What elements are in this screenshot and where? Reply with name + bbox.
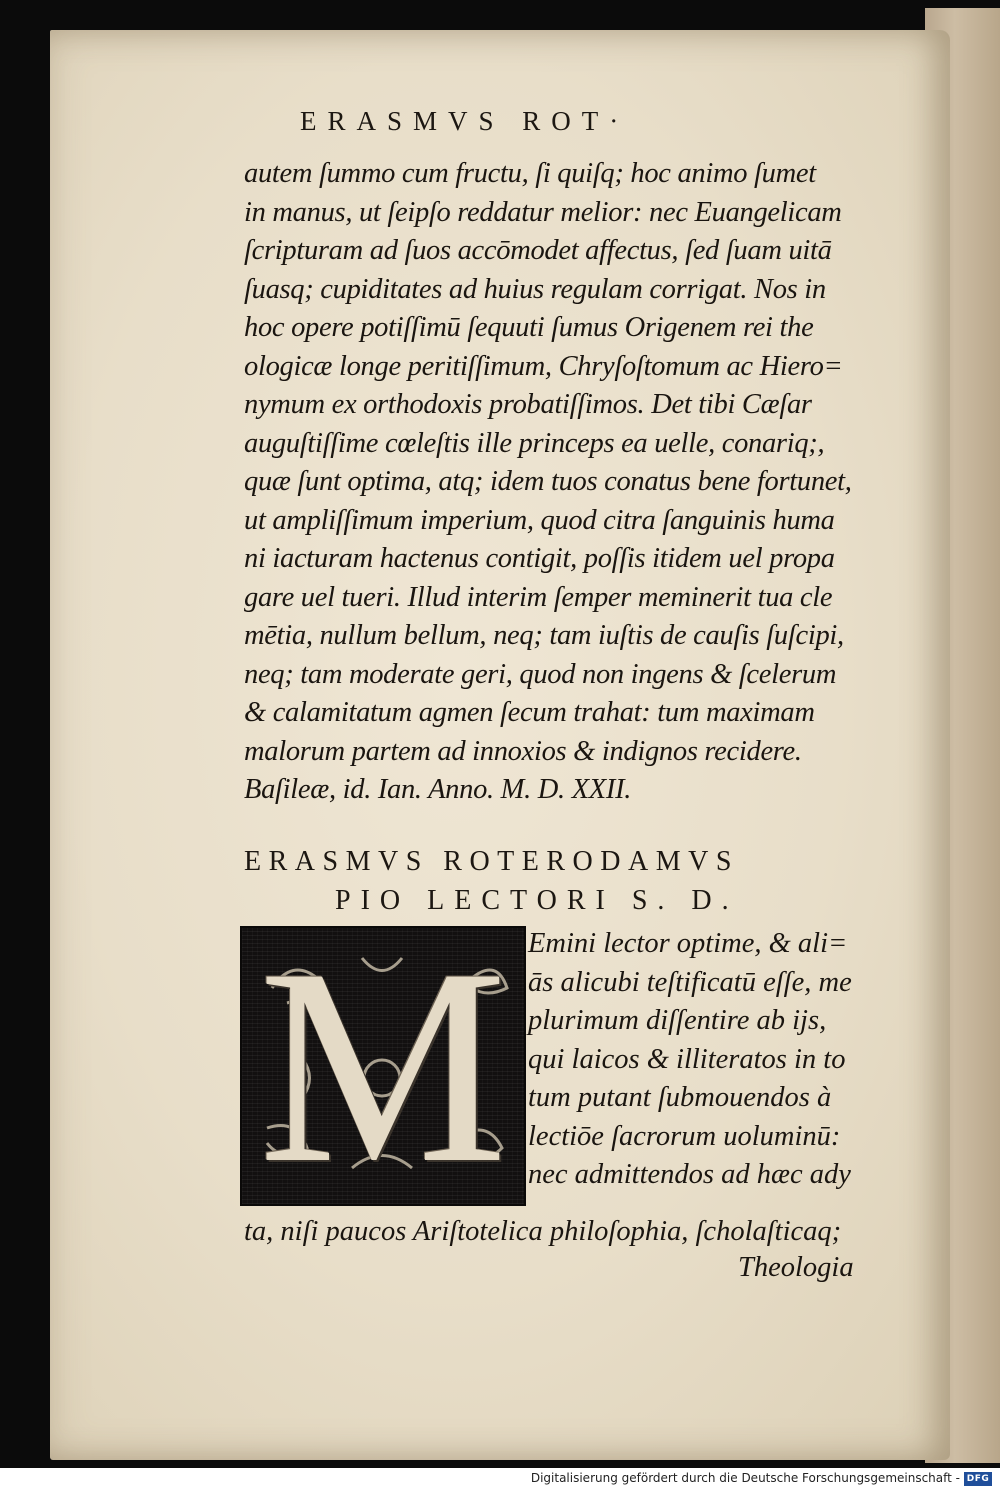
digitization-footer xyxy=(0,1468,1000,1491)
preface-text-beside-initial xyxy=(528,925,873,1195)
text-line: lectiōe ſacrorum uoluminū: xyxy=(528,1120,841,1152)
catchword: Theologia xyxy=(738,1252,854,1283)
text-line: malorum partem ad innoxios & indignos recidere. xyxy=(244,735,802,767)
text-line: ni iacturam hactenus contigit, poſſis itidem uel propa xyxy=(244,543,835,574)
text-line: ās alicubi teſtificatū eſſe, me xyxy=(528,966,852,998)
text-line: ta, niſi paucos Ariſtotelica philoſophia, ſcholaſticaq; xyxy=(244,1216,842,1247)
text-line: ſuasq; cupiditates ad huius regulam corrigat. Nos in xyxy=(244,273,826,305)
text-line: hoc opere potiſſimū ſequuti ſumus Origenem rei the xyxy=(244,312,814,343)
text-line: autem ſummo cum fructu, ſi quiſq; hoc animo ſumet xyxy=(244,158,816,189)
text-line: ologicæ longe peritiſſimum, Chryſoſtomum ac Hiero= xyxy=(244,350,843,382)
text-line: qui laicos & illiteratos in to xyxy=(528,1043,846,1075)
text-line: auguſtiſſime cœleſtis ille princeps ea uelle, conariq;, xyxy=(244,427,825,459)
text-line: & calamitatum agmen ſecum trahat: tum maximam xyxy=(244,697,815,728)
dedication-text xyxy=(244,155,874,810)
running-head: ERASMVS ROT· xyxy=(300,106,630,136)
text-line: nec admittendos ad hæc ady xyxy=(528,1159,851,1190)
text-line: plurimum diſſentire ab ijs, xyxy=(528,1005,827,1036)
section-heading-author: ERASMVS ROTERODAMVS xyxy=(244,846,739,877)
text-line: Baſileæ, id. Ian. Anno. M. D. XXII. xyxy=(244,774,632,805)
text-line: Emini lector optime, & ali= xyxy=(528,928,848,959)
text-line: neq; tam moderate geri, quod non ingens & ſcelerum xyxy=(244,658,837,690)
dfg-logo-icon: DFG xyxy=(964,1472,992,1486)
text-line: ut ampliſſimum imperium, quod citra ſanguinis huma xyxy=(244,504,835,536)
text-line: tum putant ſubmouendos à xyxy=(528,1082,832,1113)
section-heading-address: PIO LECTORI S. D. xyxy=(335,885,739,916)
text-line: quæ ſunt optima, atq; idem tuos conatus bene fortunet, xyxy=(244,466,852,497)
decorated-initial xyxy=(240,910,526,1221)
text-line: mētia, nullum bellum, neq; tam iuſtis de cauſis ſuſcipi, xyxy=(244,620,844,651)
text-line: in manus, ut ſeipſo reddatur melior: nec Euangelicam xyxy=(244,196,842,228)
funding-notice: Digitalisierung gefördert durch die Deutsche Forschungsgemeinschaft - xyxy=(530,1471,960,1485)
text-line: ſcripturam ad ſuos accōmodet affectus, ſed ſuam uitā xyxy=(244,235,832,266)
preface-text-full-width xyxy=(244,1213,874,1252)
text-line: gare uel tueri. Illud interim ſemper meminerit tua cle xyxy=(244,581,833,613)
text-line: nymum ex orthodoxis probatiſſimos. Det tibi Cæſar xyxy=(244,389,812,420)
initial-letter: M xyxy=(258,910,508,1221)
